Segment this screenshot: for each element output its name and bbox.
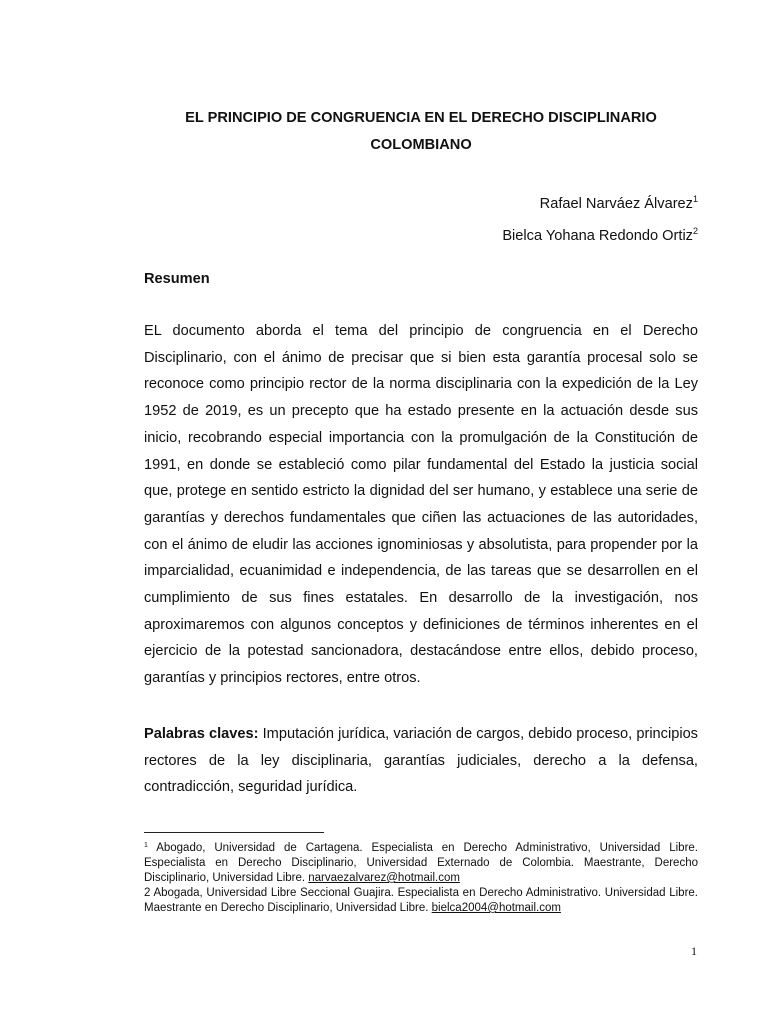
document-title (144, 105, 698, 159)
footnotes (144, 838, 698, 916)
footnote-2 (144, 886, 698, 916)
footnote-1 (144, 838, 698, 886)
footnote-1-text: Abogado, Universidad de Cartagena. Especialista en Derecho Administrativo, Universidad Libre. Especialista en Derecho Disciplinario, Universidad Externado de Colombia. Maestrante, Derecho Disciplinario, Universidad Libre. (144, 842, 698, 884)
author-2-name: Bielca Yohana Redondo Ortiz (502, 228, 693, 244)
author-2-footnote-mark[interactable]: 2 (692, 226, 698, 236)
page-number: 1 (691, 944, 697, 958)
author-1 (502, 186, 698, 218)
title-line-1: EL PRINCIPIO DE CONGRUENCIA EN EL DERECHO DISCIPLINARIO (185, 110, 657, 126)
author-list (502, 186, 698, 250)
keywords-label: Palabras claves: (144, 726, 259, 742)
author-2 (502, 218, 698, 250)
keywords-paragraph (144, 721, 698, 801)
footnote-divider (144, 832, 324, 833)
author-1-name: Rafael Narváez Álvarez (539, 196, 693, 212)
author-1-footnote-mark[interactable]: 1 (692, 194, 698, 204)
footnote-1-email-link[interactable]: narvaezalvarez@hotmail.com (308, 872, 460, 884)
footnote-2-mark: 2 (144, 887, 151, 899)
footnote-2-text: Abogada, Universidad Libre Seccional Guajira. Especialista en Derecho Administrativo. Universidad Libre. Maestrante en Derecho Disciplinario, Universidad Libre. (144, 887, 698, 914)
title-line-2: COLOMBIANO (370, 137, 472, 153)
abstract-paragraph: EL documento aborda el tema del principio de congruencia en el Derecho Disciplinario, con el ánimo de precisar que si bien esta garantía procesal solo se reconoce como principio rector de la norma disciplinaria con la expedición de la Ley 1952 de 2019, es un precepto que ha estado presente en la actuación desde sus inicio, recobrando especial importancia con la promulgación de la Constitución de 1991, en donde se estableció como pilar fundamental del Estado la justicia social que, protege en sentido estricto la dignidad del ser humano, y establece una serie de garantías y derechos fundamentales que ciñen las actuaciones de las autoridades, con el ánimo de eludir las acciones ignominiosas y absolutista, para propender por la imparcialidad, ecuanimidad e independencia, de las tareas que se desarrollen en el cumplimiento de sus fines estatales. En desarrollo de la investigación, nos aproximaremos con algunos conceptos y definiciones de términos inherentes en el ejercicio de la potestad sancionadora, destacándose entre ellos, debido proceso, garantías y principios rectores, entre otros. (144, 323, 698, 687)
abstract-heading: Resumen (144, 271, 210, 287)
footnote-1-mark: 1 (144, 842, 148, 849)
keywords-text: Imputación jurídica, variación de cargos, debido proceso, principios rectores de la ley disciplinaria, garantías judiciales, derecho a la defensa, contradicción, seguridad jurídica. (144, 726, 698, 796)
footnote-2-email-link[interactable]: bielca2004@hotmail.com (431, 902, 561, 914)
